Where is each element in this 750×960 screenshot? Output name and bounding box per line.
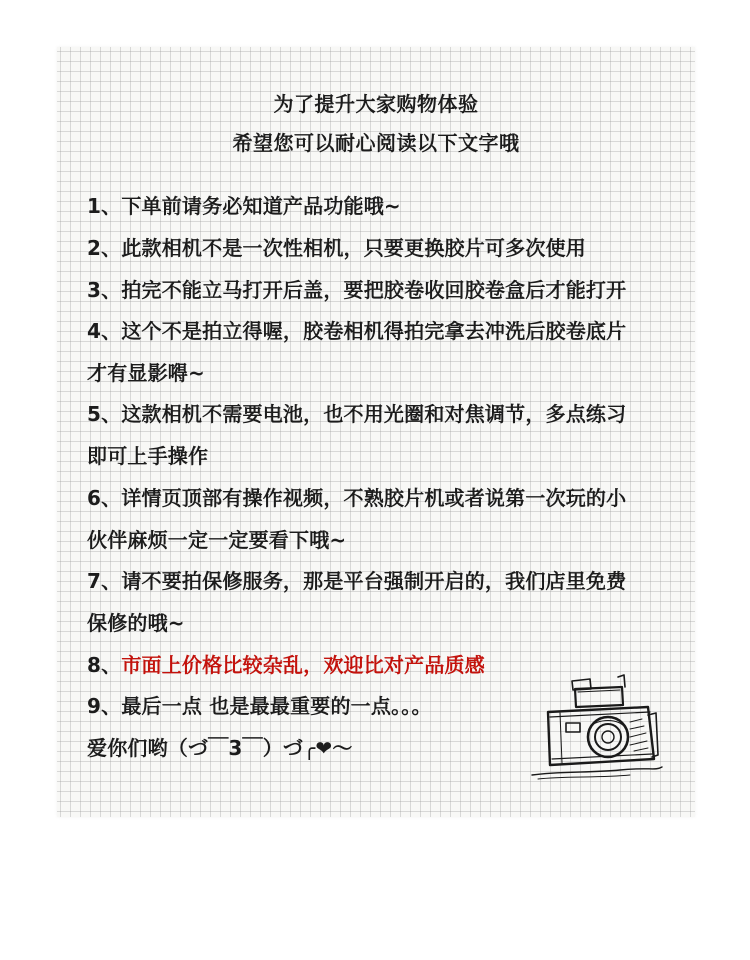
- notice-item-8-highlight: 市面上价格比较杂乱，欢迎比对产品质感: [121, 653, 485, 677]
- notice-item-4-line-1: 4、这个不是拍立得喔，胶卷相机得拍完拿去冲洗后胶卷底片: [87, 319, 627, 343]
- notice-item-5-line-2: 即可上手操作: [87, 444, 209, 468]
- notice-title-line-2: 希望您可以耐心阅读以下文字哦: [232, 131, 520, 155]
- notice-item-5-line-1: 5、这款相机不需要电池，也不用光圈和对焦调节，多点练习: [87, 402, 627, 426]
- notice-item-7-line-1: 7、请不要拍保修服务，那是平台强制开启的，我们店里免费: [87, 569, 627, 593]
- notice-item-8-number: 8、: [87, 653, 122, 677]
- notice-closing-line: 爱你们哟（づ￣3￣）づ╭❤～: [87, 736, 353, 760]
- notice-item-3: 3、拍完不能立马打开后盖，要把胶卷收回胶卷盒后才能打开: [87, 278, 627, 302]
- notice-item-1: 1、下单前请务必知道产品功能哦~: [87, 194, 401, 218]
- notice-item-6-line-1: 6、详情页顶部有操作视频，不熟胶片机或者说第一次玩的小: [87, 486, 627, 510]
- grid-paper-notice: [57, 47, 695, 817]
- notice-item-9: 9、最后一点 也是最最重要的一点。。。: [87, 694, 432, 718]
- notice-title-line-1: 为了提升大家购物体验: [273, 92, 479, 116]
- notice-item-8: [87, 651, 485, 679]
- notice-item-6-line-2: 伙伴麻烦一定一定要看下哦~: [87, 528, 347, 552]
- notice-item-2: 2、此款相机不是一次性相机，只要更换胶片可多次使用: [87, 236, 586, 260]
- hand-drawn-camera-icon: [530, 667, 665, 787]
- notice-item-4-line-2: 才有显影嘚~: [87, 361, 205, 385]
- notice-item-7-line-2: 保修的哦~: [87, 611, 185, 635]
